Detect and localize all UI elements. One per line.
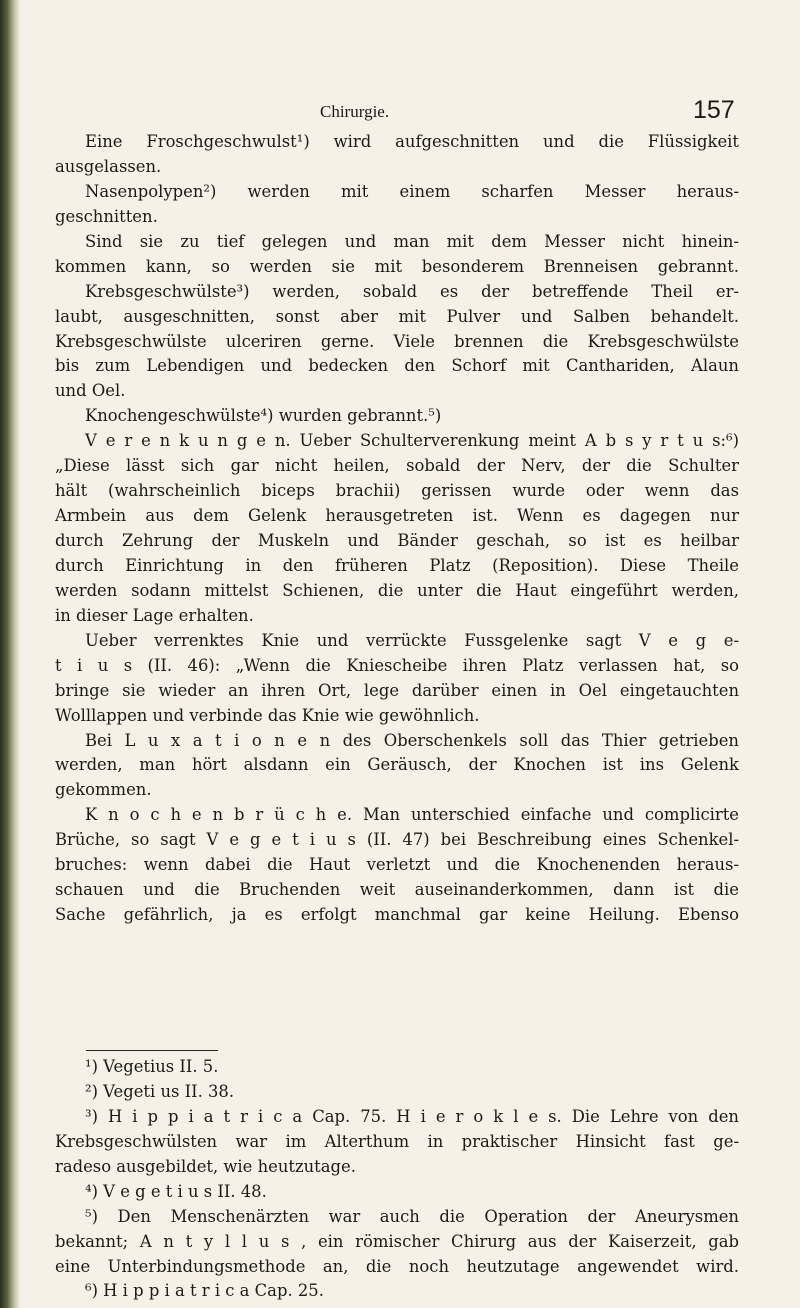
text-line: bis zum Lebendigen und bedecken den Schorf mit Canthariden, Alaun <box>55 356 739 376</box>
text-line: Armbein aus dem Gelenk herausgetreten ist. Wenn es dagegen nur <box>55 506 739 526</box>
footnote-line: ³) H i p p i a t r i c a Cap. 75. H i e r o k l e s. Die Lehre von den <box>85 1106 739 1126</box>
text-line: Knochengeschwülste⁴) wurden gebrannt.⁵) <box>85 406 442 426</box>
text-line: und Oel. <box>55 381 126 401</box>
text-line: gekommen. <box>55 780 152 800</box>
text-line: Eine Froschgeschwulst¹) wird aufgeschnitten und die Flüssigkeit <box>85 132 739 151</box>
text-line: Sache gefährlich, ja es erfolgt manchmal gar keine Heilung. Ebenso <box>55 905 739 925</box>
text-line: Bei L u x a t i o n e n des Oberschenkels soll das Thier getrieben <box>85 730 739 750</box>
text-line: Ueber verrenktes Knie und verrückte Fussgelenke sagt V e g e- <box>85 630 739 650</box>
footnotes <box>55 1055 739 1304</box>
text-line: K n o c h e n b r ü c h e. Man unterschied einfache und complicirte <box>85 805 739 825</box>
footnote-line: radeso ausgebildet, wie heutzutage. <box>55 1156 356 1176</box>
footnote-line: ⁵) Den Menschenärzten war auch die Operation der Aneurysmen <box>85 1206 739 1226</box>
text-line: durch Einrichtung in den früheren Platz (Reposition). Diese Theile <box>55 555 739 575</box>
footnote-line: ¹) Vegetius II. 5. <box>85 1057 219 1076</box>
text-line: laubt, ausgeschnitten, sonst aber mit Pulver und Salben behandelt. <box>55 306 739 326</box>
text-line: Sind sie zu tief gelegen und man mit dem Messer nicht hinein- <box>85 231 739 251</box>
text-line: durch Zehrung der Muskeln und Bänder geschah, so ist es heilbar <box>55 531 739 550</box>
footnote-line: Krebsgeschwülsten war im Alterthum in praktischer Hinsicht fast ge- <box>55 1131 739 1151</box>
text-line: Brüche, so sagt V e g e t i u s (II. 47) bei Beschreibung eines Schenkel- <box>55 830 739 850</box>
text-line: schauen und die Bruchenden weit auseinanderkommen, dann ist die <box>55 880 739 900</box>
text-line: ausgelassen. <box>55 156 162 176</box>
page-edge-shadow <box>0 0 20 1308</box>
text-line: V e r e n k u n g e n. Ueber Schulterverenkung meint A b s y r t u s:⁶) <box>85 431 739 451</box>
page-number: 157 <box>693 96 735 124</box>
text-line: kommen kann, so werden sie mit besonderem Brenneisen gebrannt. <box>55 256 739 276</box>
footnote-separator <box>86 1050 218 1051</box>
text-line: werden, man hört alsdann ein Geräusch, der Knochen ist ins Gelenk <box>55 755 739 775</box>
footnote-line: eine Unterbindungsmethode an, die noch heutzutage angewendet wird. <box>55 1256 739 1276</box>
running-title: Chirurgie. <box>320 102 390 121</box>
text-line: bringe sie wieder an ihren Ort, lege darüber einen in Oel eingetauchten <box>55 680 739 700</box>
text-line: Krebsgeschwülste³) werden, sobald es der betreffende Theil er- <box>85 281 739 301</box>
text-line: bruches: wenn dabei die Haut verletzt und die Knochenenden heraus- <box>55 855 739 875</box>
text-line: „Diese lässt sich gar nicht heilen, sobald der Nerv, der die Schulter <box>55 456 739 476</box>
text-line: in dieser Lage erhalten. <box>55 605 254 625</box>
footnote-line: ⁶) H i p p i a t r i c a Cap. 25. <box>85 1281 324 1301</box>
text-line: Nasenpolypen²) werden mit einem scharfen Messer heraus- <box>85 181 739 201</box>
text-line: t i u s (II. 46): „Wenn die Kniescheibe ihren Platz verlassen hat, so <box>55 655 739 675</box>
body-text <box>55 130 739 928</box>
text-line: Wolllappen und verbinde das Knie wie gewöhnlich. <box>55 705 480 725</box>
text-line: geschnitten. <box>55 206 158 226</box>
text-line: werden sodann mittelst Schienen, die unter die Haut eingeführt werden, <box>55 580 739 600</box>
footnote-line: ²) Vegeti us II. 38. <box>85 1081 235 1101</box>
text-line: Krebsgeschwülste ulceriren gerne. Viele brennen die Krebsgeschwülste <box>55 331 739 351</box>
text-line: hält (wahrscheinlich biceps brachii) gerissen wurde oder wenn das <box>55 481 739 501</box>
footnote-line: ⁴) V e g e t i u s II. 48. <box>85 1181 267 1201</box>
footnote-line: bekannt; A n t y l l u s , ein römischer Chirurg aus der Kaiserzeit, gab <box>55 1231 739 1251</box>
